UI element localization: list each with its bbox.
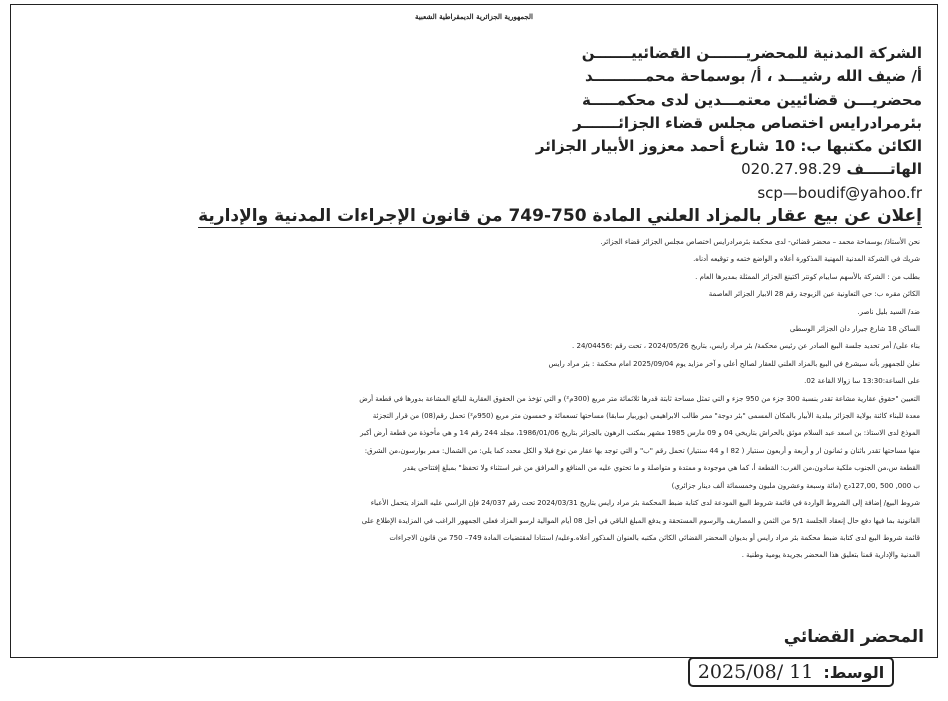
- phone-label: الهاتـــــف: [846, 160, 922, 179]
- phone-row: [482, 158, 922, 181]
- body-line: التعيين "حقوق عقارية مشاعة تقدر بنسبة 300 جزء من 950 جزء و التي تمثل مساحة ثابتة قدرها ثلاثمائة متر مربع (300م²) و التي تؤخذ من الحقوق العقارية للبائع المشاعة بدورها في قطعة أرض: [359, 394, 920, 403]
- body-line: شروط البيع/ إضافة إلى الشروط الواردة في قائمة شروط البيع المودعة لدى كتابة ضبط المحكمة بئر مراد رايس بتاريخ 2024/03/31 تحت رقم 24/037 فإن الراسي عليه المزاد يتحمل الأعباء: [370, 499, 920, 508]
- header-line: الشركة المدنية للمحضريـــــــن القضائييـــــــن: [581, 44, 922, 62]
- body-line: الموذع لدى الاستاذ: بن اسعد عبد السلام موثق بالحراش بتاريخي 04 و 09 مارس 1985 مشهر بمكتب الرهون بالجزائر بتاريخ 1986/01/06، مجلد 244 رقم 14 و هي مأخوذة من قطعة أرض أكبر: [360, 429, 920, 438]
- body-line: القطعة س،من الجنوب ملكية سادون،من الغرب: القطعة أ، كما هي موجودة و ممتدة و متواصلة و ما تحتوي عليه من المنافع و المرافق من غير استثناء ولا تحفظ" بمبلغ إفتتاحي يقدر: [403, 464, 920, 473]
- body-line: شريك في الشركة المدنية المهنية المذكورة أعلاه و الواضع ختمه و توقيعه أدناه.: [693, 255, 920, 264]
- signature-label: المحضر القضائي: [783, 627, 924, 647]
- announcement-body: [10, 234, 920, 565]
- body-line: نعلن للجمهور بأنه سيشرع في البيع بالمزاد العلني للعقار لصالح أعلى و آخر مزايد يوم 2025/09/04 امام محكمة : بئر مراد رايس: [548, 359, 920, 368]
- phone-number: 020.27.98.29: [741, 160, 842, 179]
- body-line: بناء على/ أمر تحديد جلسة البيع الصادر عن رئيس محكمة/ بئر مراد رايس، بتاريخ 2024/05/26 ، تحت رقم :24/04456 .: [572, 342, 920, 351]
- header-line: الكائن مكتبها ب: 10 شارع أحمد معزوز الأبيار الجزائر: [535, 137, 922, 156]
- office-header: [482, 42, 922, 205]
- email-address: scp—boudif@yahoo.fr: [757, 183, 922, 202]
- body-line: ضد/ السيد بليل ناصر.: [857, 307, 920, 316]
- header-line: محضريـــن قضائيين معتمـــدين لدى محكمـــــة: [582, 90, 922, 109]
- document-title: الجمهورية الجزائرية الديمقراطية الشعبية: [414, 12, 533, 21]
- header-line: بئرمرادرايس اختصاص مجلس قضاء الجزائـــــــر: [573, 113, 922, 132]
- body-line: القانونية بما فيها دفع حال إنعقاد الجلسة 5/1 من الثمن و المصاريف والرسوم المستحقة و يدفع المبلغ الباقي في أجل 08 أيام الموالية لرسو المزاد فعلى الجمهور الراغب في المزايدة الإطلاع على: [361, 516, 920, 525]
- body-line: منها مساحتها تقدر باثنان و ثمانون ار و أربعة و أربعون سنتيار ( 82 ا و 44 سنتيار) تحمل رقم "ب" و التي توجد بها عقار من نوع فيلا و الكل محدد كما يلي: من الشمال: ممر بوارسون،من الشرق:: [364, 446, 920, 455]
- body-line: معدة للبناء كائنة بولاية الجزائر ببلدية الأبيار بالمكان المسمى "بئر دوجة" ممر طالب الابراهيمي (بوربيار سابقا) مساحتها تسعمائة و خمسون متر مربع (950م²) تحمل رقم(08) من قرار التجزئة: [372, 412, 920, 421]
- body-line: نحن الأستاذ/ بوسماحة محمد – محضر قضائي- لدى محكمة بئرمرادرايس اختصاص مجلس الجزائر قضاء الجزائر.: [600, 238, 920, 246]
- body-line: المدنية والإدارية قمنا بتعليق هذا المحضر بجريدة يومية وطنية .: [741, 551, 920, 560]
- publication-date: 2025/08/ 11: [697, 661, 814, 683]
- body-line: ب 000, 500 ,127,00دج (مائة وسبعة وعشرون مليون وخمسمائة ألف دينار جزائري): [671, 481, 920, 490]
- body-line: على الساعة:13:30 سا زوالا القاعة 02.: [804, 377, 920, 386]
- newspaper-label: الوسط:: [823, 662, 885, 682]
- body-line: الكائن مقره ب: حي التعاونية عين الزبوجة رقم 28 الابيار الجزائر العاصمة: [708, 290, 920, 299]
- body-line: بطلب من : الشركة بالأسهم سايبام كونتر اكتينغ الجزائر الممثلة بمديرها العام .: [695, 272, 920, 281]
- header-line: أ/ ضيف الله رشيـــد ، أ/ بوسماحة محمــــــــــد: [585, 67, 922, 86]
- body-line: الساكن 18 شارع جيرار دان الجزائر الوسطى: [789, 325, 920, 334]
- publication-date-box: [688, 657, 894, 687]
- announcement-heading: إعلان عن بيع عقار بالمزاد العلني المادة 750-749 من قانون الإجراءات المدنية والإدارية: [198, 206, 922, 226]
- body-line: قائمة شروط البيع لدى كتابة ضبط محكمة بئر مراد رايس أو بديوان المحضر القضائي الكائن مكتبه بالعنوان المذكور أعلاه.وعليه/ استنادا لمقتضيات المادة 749– 750 من قانون الاجراءات: [389, 533, 920, 542]
